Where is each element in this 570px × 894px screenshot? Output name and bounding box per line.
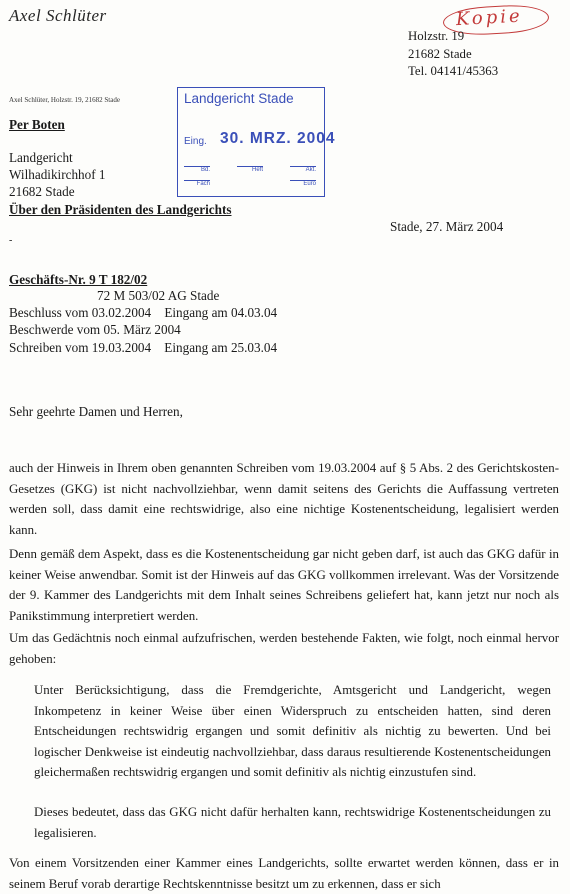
sender-name: Axel Schlüter bbox=[9, 6, 107, 25]
recipient-via: Über den Präsidenten des Landgerichts bbox=[9, 202, 232, 217]
sender-phone: Tel. 04141/45363 bbox=[408, 64, 499, 78]
dash-mark: - bbox=[9, 235, 13, 246]
reference-line: Beschwerde vom 05. März 2004 bbox=[9, 322, 181, 337]
reference-line: Schreiben vom 19.03.2004 Eingang am 25.03.04 bbox=[9, 340, 278, 355]
recipient-city: 21682 Stade bbox=[9, 184, 75, 199]
return-address: Axel Schlüter, Holzstr. 19, 21682 Stade bbox=[9, 96, 120, 104]
sender-city: 21682 Stade bbox=[408, 47, 472, 61]
paragraph-indented: Dieses bedeutet, dass das GKG nicht dafür herhalten kann, rechtswidrige Kostenentscheidungen zu legalisieren. bbox=[34, 805, 551, 840]
paragraph: Von einem Vorsitzenden einer Kammer eines Landgerichts, sollte erwartet werden können, dass er in seinem Beruf vorab derartige Rechtskenntnisse besitzt um zu erkennen, dass er sich bbox=[9, 856, 559, 891]
salutation: Sehr geehrte Damen und Herren, bbox=[9, 404, 183, 419]
stamp-field-akt: Akt. bbox=[290, 166, 316, 173]
stamp-field-euro: Euro bbox=[290, 180, 316, 187]
case-number: Geschäfts-Nr. 9 T 182/02 bbox=[9, 272, 148, 287]
recipient-name: Landgericht bbox=[9, 150, 73, 165]
ag-number: 72 M 503/02 AG Stade bbox=[97, 288, 220, 303]
received-stamp bbox=[177, 87, 336, 197]
paragraph: Um das Gedächtnis noch einmal aufzufrischen, werden bestehende Fakten, wie folgt, noch einmal hervor gehoben: bbox=[9, 631, 559, 666]
stamp-row-2 bbox=[184, 180, 316, 187]
stamp-court: Landgericht Stade bbox=[184, 91, 294, 106]
paragraph: Denn gemäß dem Aspekt, dass es die Kostenentscheidung gar nicht geben darf, ist auch das GKG dafür in keiner Weise anwendbar. Somit ist der Hinweis auf das GKG vollkommen irrelevant. Was der Vorsitzende der 9. Kammer des Landgerichts mit dem Inhalt seines Schreibens geliefert hat, kann jetzt nur noch als Panikstimmung interpretiert werden. bbox=[9, 547, 559, 623]
kopie-stamp-text: Kopie bbox=[455, 5, 524, 31]
paragraph: auch der Hinweis in Ihrem oben genannten Schreiben vom 19.03.2004 auf § 5 Abs. 2 des Gerichtskosten-Gesetzes (GKG) ist nicht nachvollziehbar, wenn damit seitens des Gerichts die Auffassung vertreten werden soll, dass damit eine rechtswidrige, also eine nichtige Kostenentscheidung, legalisiert werden kann. bbox=[9, 461, 559, 537]
paragraph-indented: Unter Berücksichtigung, dass die Fremdgerichte, Amtsgericht und Landgericht, wegen Inkompetenz in keiner Weise über einen Widerspruch zu entscheiden hatten, sind deren Entscheidungen rechtswidrig ergangen und somit definitiv als nichtig zu bewerten. Und bei logischer Denkweise ist eindeutig nachvollziehbar, dass daraus resultierende Kostenentscheidungen gleichermaßen rechtswidrig ergangen und somit definitiv als nichtig einzustufen sind. bbox=[34, 683, 551, 780]
stamp-field-fach: Fach bbox=[184, 180, 210, 187]
place-date: Stade, 27. März 2004 bbox=[390, 219, 504, 234]
stamp-date: 30. MRZ. 2004 bbox=[220, 130, 336, 147]
stamp-eing-label: Eing. bbox=[184, 136, 207, 147]
reference-line: Beschluss vom 03.02.2004 Eingang am 04.03.04 bbox=[9, 305, 278, 320]
stamp-field-heft: Heft bbox=[237, 166, 263, 173]
delivery-method: Per Boten bbox=[9, 117, 65, 132]
sender-street: Holzstr. 19 bbox=[408, 29, 465, 43]
stamp-row-1 bbox=[184, 166, 316, 173]
recipient-street: Wilhadikirchhof 1 bbox=[9, 167, 106, 182]
stamp-field-bd: Bd. bbox=[184, 166, 210, 173]
